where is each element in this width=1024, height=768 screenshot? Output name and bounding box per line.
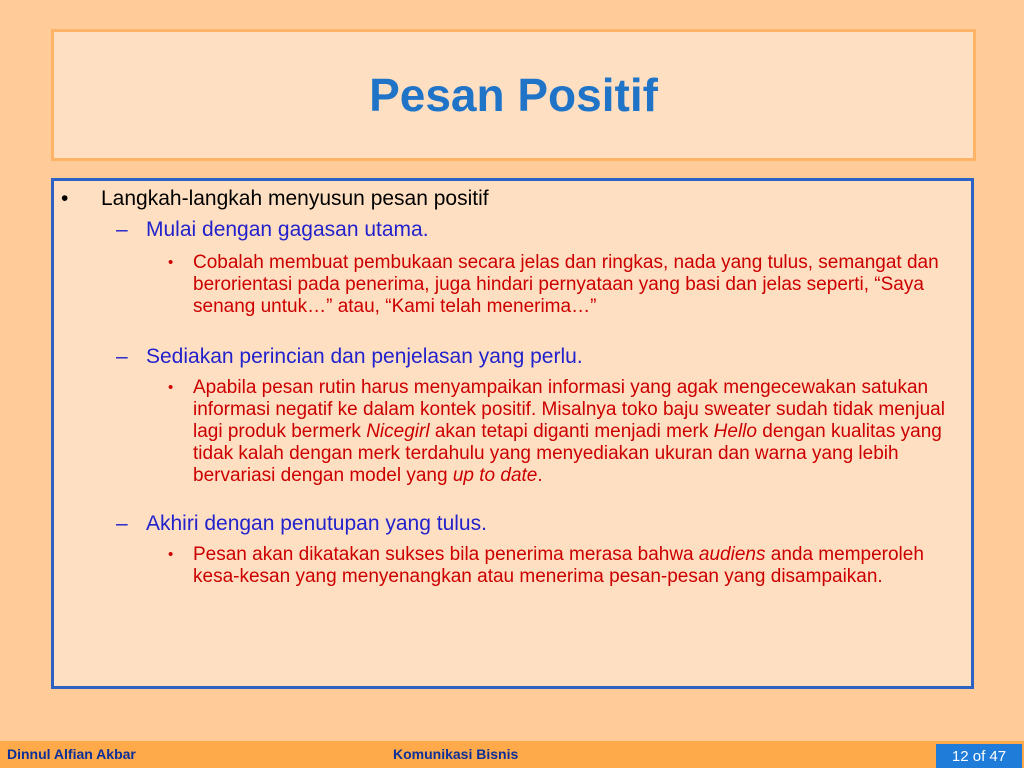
bullet-icon: • [168,254,174,271]
level1-text: Langkah-langkah menyusun pesan positif [101,187,489,210]
dash-icon: – [116,512,128,535]
level3-text: anda memperoleh kesa-kesan yang menyenangkan atau menerima pesan-pesan yang disampaikan. [193,544,924,587]
level2-text: Akhiri dengan penutupan yang tulus. [146,512,487,535]
footer-bar [0,741,1024,768]
level3-item-3 [168,544,965,588]
level3-item-2 [168,377,965,487]
bullet-icon: • [61,187,69,210]
level3-text: akan tetapi diganti menjadi merk [429,421,714,442]
bullet-icon: • [168,379,174,396]
title-box [51,29,976,161]
footer-course: Komunikasi Bisnis [393,746,519,762]
level3-item-1 [168,252,965,318]
level3-text: . [537,465,543,486]
bullet-icon: • [168,546,174,563]
word-audiens: audiens [698,544,766,565]
slide-title: Pesan Positif [369,69,658,121]
content-box [51,178,974,689]
brand-name-nicegirl: Nicegirl [366,421,430,442]
footer-author: Dinnul Alfian Akbar [7,746,136,762]
level3-text: Cobalah membuat pembukaan secara jelas dan ringkas, nada yang tulus, semangat dan berorientasi pada penerima, juga hindari pernyataan yang basi dan jelas seperti, “Saya senang untuk…” atau, “Kami telah menerima…” [193,252,939,317]
phrase-up-to-date: up to date [452,465,538,486]
brand-name-hello: Hello [713,421,757,442]
dash-icon: – [116,345,128,368]
level3-text: Pesan akan dikatakan sukses bila penerima merasa bahwa [193,544,699,565]
dash-icon: – [116,218,128,241]
level2-text: Sediakan perincian dan penjelasan yang perlu. [146,345,583,368]
level3-text: Apabila pesan rutin harus menyampaikan informasi yang agak mengecewakan satukan informasi negatif ke dalam kontek positif. Misalnya toko baju sweater sudah tidak menjual lagi produk bermerk [193,377,945,442]
level2-text: Mulai dengan gagasan utama. [146,218,429,241]
page-number-badge: 12 of 47 [936,744,1022,768]
level3-text: dengan kualitas yang tidak kalah dengan merk terdahulu yang menyediakan ukuran dan warna yang lebih bervariasi dengan model yang [193,421,942,486]
